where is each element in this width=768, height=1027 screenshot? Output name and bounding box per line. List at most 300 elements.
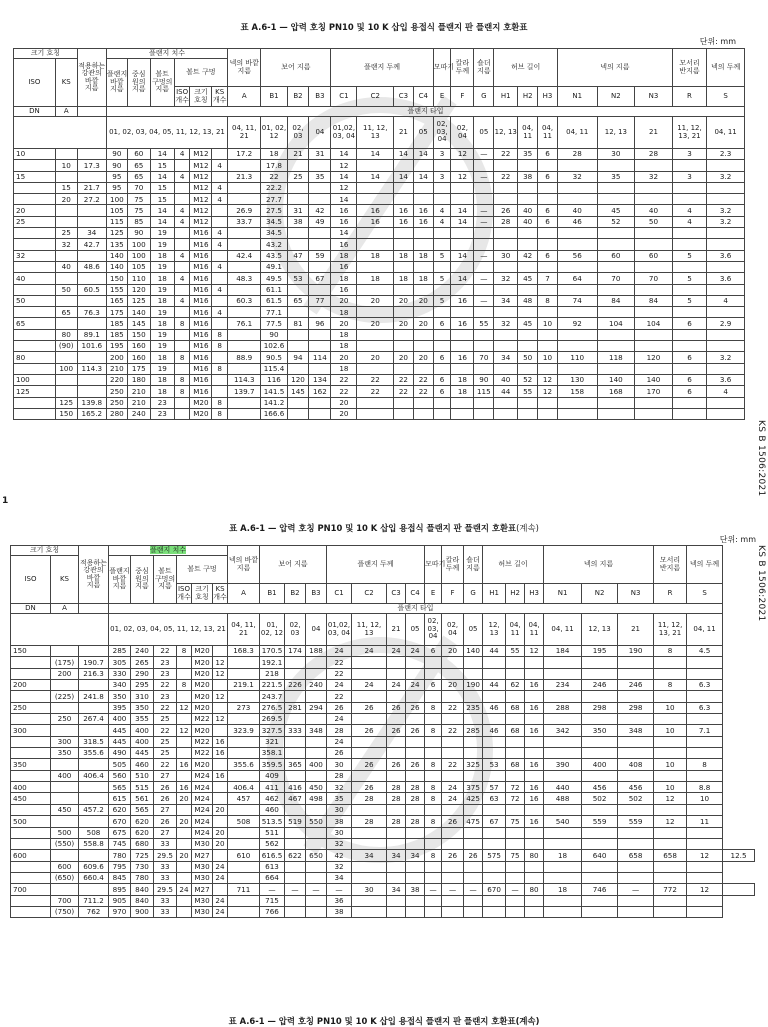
table-cell: 318.5 [79, 736, 109, 747]
table-cell [538, 284, 558, 295]
table-cell [213, 850, 228, 861]
table-cell [228, 284, 261, 295]
table-cell [287, 228, 309, 239]
table-cell [707, 160, 745, 171]
table-cell [357, 261, 394, 272]
table-cell: M16 [190, 386, 212, 397]
table-cell [433, 194, 451, 205]
table-cell: 23 [150, 408, 174, 419]
table-cell [618, 906, 654, 917]
table-cell: 450 [306, 782, 327, 793]
table-cell: 4 [212, 228, 228, 239]
table-cell [394, 261, 414, 272]
table-cell: 445 [109, 736, 131, 747]
table-cell: 6 [425, 680, 442, 691]
table-cell: — [285, 884, 306, 895]
table-cell: 75 [506, 816, 525, 827]
table-cell [538, 239, 558, 250]
table-cell: 456 [582, 782, 618, 793]
table-cell: 75 [506, 850, 525, 861]
table-cell [11, 714, 51, 725]
table-cell: 658 [618, 850, 654, 861]
table-cell [306, 668, 327, 679]
table-cell: 3.6 [707, 273, 745, 284]
table-cell: 4 [672, 205, 706, 216]
table-cell: 22 [331, 374, 357, 385]
table-cell [11, 748, 51, 759]
table-cell: 141.5 [261, 386, 287, 397]
table-cell [635, 363, 673, 374]
table-cell: 5 [672, 273, 706, 284]
type-h2: 04, 11 [506, 614, 525, 646]
table-cell: 23 [150, 397, 174, 408]
table-cell [287, 341, 309, 352]
table-cell: 395 [109, 702, 131, 713]
table-cell: 18 [357, 273, 394, 284]
table-cell [387, 748, 406, 759]
table-cell: 4 [212, 194, 228, 205]
table-cell [525, 872, 544, 883]
header-flange-dims: 플랜지 치수 [109, 546, 228, 556]
table-cell: 26 [327, 748, 352, 759]
table-cell [228, 363, 261, 374]
table-cell: 165 [106, 295, 127, 306]
table-cell: M20 [192, 702, 213, 713]
table-cell [352, 736, 387, 747]
table-row [14, 149, 745, 160]
header-center-circle: 중심 원의 지름 [131, 556, 154, 604]
table-cell [177, 895, 192, 906]
table-cell: 16 [525, 793, 544, 804]
table-cell [506, 668, 525, 679]
table-cell [11, 668, 51, 679]
table-cell [51, 702, 79, 713]
table-cell: 34 [494, 352, 518, 363]
table-cell [309, 228, 331, 239]
table-cell: 40 [518, 216, 538, 227]
table-cell: 12 [538, 386, 558, 397]
table-cell: 18 [394, 250, 414, 261]
table-cell [212, 216, 228, 227]
table-cell: 80 [525, 850, 544, 861]
table-cell: 134 [309, 374, 331, 385]
table-row [14, 374, 745, 385]
table-cell [618, 895, 654, 906]
table-cell: 42 [327, 850, 352, 861]
table-cell [597, 239, 635, 250]
table-cell: 33 [154, 872, 177, 883]
table-cell: — [474, 149, 494, 160]
table-cell: 3 [672, 149, 706, 160]
table-cell: 6 [538, 205, 558, 216]
table-cell: 24 [387, 680, 406, 691]
table-cell: (225) [51, 691, 79, 702]
table-cell: 130 [557, 374, 597, 385]
table-cell: 14 [451, 216, 474, 227]
table-cell: 34 [406, 850, 425, 861]
table-cell [77, 171, 106, 182]
table-cell [228, 307, 261, 318]
table-cell [14, 182, 56, 193]
table-cell [474, 160, 494, 171]
table-cell [177, 838, 192, 849]
table-cell [228, 228, 261, 239]
table-cell [394, 341, 414, 352]
table-cell [11, 804, 51, 815]
table-cell [597, 194, 635, 205]
table-cell [654, 668, 687, 679]
table-cell: 8 [425, 759, 442, 770]
table-cell: 840 [131, 895, 154, 906]
table-cell: 50 [518, 352, 538, 363]
table-cell: — [474, 171, 494, 182]
table-cell [285, 838, 306, 849]
table-cell [406, 770, 425, 781]
table-cell: 4 [174, 273, 190, 284]
table-cell [14, 307, 56, 318]
table-cell: — [425, 884, 442, 895]
table-row [14, 352, 745, 363]
table-cell: (750) [51, 906, 79, 917]
table-cell [228, 194, 261, 205]
table-cell [51, 725, 79, 736]
table-cell [287, 408, 309, 419]
table-cell: 10 [654, 759, 687, 770]
type-b3: 04 [306, 614, 327, 646]
table-cell: M12 [190, 205, 212, 216]
table-cell [518, 329, 538, 340]
table-cell: 170 [635, 386, 673, 397]
table-cell [79, 850, 109, 861]
table-cell: 8 [212, 397, 228, 408]
table-cell: 310 [131, 691, 154, 702]
table-cell [474, 341, 494, 352]
table-cell: 44 [483, 646, 506, 657]
table-cell: M24 [192, 827, 213, 838]
table-cell [352, 691, 387, 702]
table-cell [11, 827, 51, 838]
table-cell: 565 [109, 782, 131, 793]
table-cell [228, 861, 260, 872]
table-cell: 4 [212, 261, 228, 272]
table-cell: 150 [106, 273, 127, 284]
table-cell [51, 884, 79, 895]
table-cell: M12 [190, 149, 212, 160]
table-cell: 145 [127, 318, 150, 329]
type-n2: 12, 13 [597, 117, 635, 149]
table-cell: 6.3 [687, 702, 723, 713]
table-cell [212, 318, 228, 329]
table-row [14, 318, 745, 329]
table-cell [212, 374, 228, 385]
table-cell: 24 [406, 680, 425, 691]
table-cell: 26 [406, 725, 425, 736]
table-cell: 24 [352, 646, 387, 657]
header-corner-r: 모서리 반지름 [654, 546, 687, 584]
table-cell: 246 [618, 680, 654, 691]
table-cell: M30 [192, 838, 213, 849]
table-cell: 53 [483, 759, 506, 770]
table-cell [413, 160, 433, 171]
table-cell [672, 160, 706, 171]
table-cell [11, 895, 51, 906]
table-cell: 358.1 [260, 748, 285, 759]
table-cell: 32 [635, 171, 673, 182]
table-cell: 4 [212, 160, 228, 171]
table-cell [494, 228, 518, 239]
table-cell: M27 [192, 850, 213, 861]
header-n2: N2 [597, 87, 635, 107]
table-cell: 16 [525, 702, 544, 713]
table-cell [525, 657, 544, 668]
type-b1: 01, 02, 12 [261, 117, 287, 149]
table-cell: 3.2 [707, 352, 745, 363]
table-cell [483, 770, 506, 781]
table-cell: 333 [285, 725, 306, 736]
type-c1: 01,02, 03, 04 [331, 117, 357, 149]
table-cell [544, 668, 582, 679]
table-cell [14, 284, 56, 295]
table-cell [672, 408, 706, 419]
table-cell [654, 861, 687, 872]
table-cell: 6 [672, 352, 706, 363]
table-cell [544, 895, 582, 906]
table-cell [518, 160, 538, 171]
table-cell [306, 748, 327, 759]
table-cell: 21 [287, 149, 309, 160]
table-cell: 55 [474, 318, 494, 329]
table-cell [79, 759, 109, 770]
table-cell: 8 [425, 702, 442, 713]
table-cell: 165.2 [77, 408, 106, 419]
table-cell: 26 [494, 205, 518, 216]
table-cell [228, 691, 260, 702]
table-cell: 288 [544, 702, 582, 713]
type-c1: 01,02, 03, 04 [327, 614, 352, 646]
table-cell [387, 691, 406, 702]
table-cell [228, 827, 260, 838]
table-cell [506, 714, 525, 725]
table-row [14, 250, 745, 261]
table-cell [213, 816, 228, 827]
table-cell: 120 [287, 374, 309, 385]
table-cell: 55 [506, 646, 525, 657]
table-cell: 6 [433, 318, 451, 329]
table-cell [174, 261, 190, 272]
table-cell [174, 363, 190, 374]
table-cell: 22 [154, 680, 177, 691]
table-cell: 510 [131, 770, 154, 781]
table-cell [228, 160, 261, 171]
table-cell [11, 861, 51, 872]
table-cell: 34 [387, 884, 406, 895]
table-cell: 24 [327, 646, 352, 657]
header-c2: C2 [357, 87, 394, 107]
table-cell [544, 714, 582, 725]
table-cell: 16 [213, 770, 228, 781]
table-cell: 20 [331, 318, 357, 329]
table-cell: 48.6 [77, 261, 106, 272]
table-cell [55, 374, 77, 385]
table-cell: 192.1 [260, 657, 285, 668]
table-row [11, 895, 755, 906]
table-cell: 116 [261, 374, 287, 385]
header-bore: 보어 지름 [261, 49, 331, 87]
table-cell: 250 [51, 714, 79, 725]
side-code: KS B 1506:2021 [756, 545, 766, 622]
table-cell [433, 228, 451, 239]
table-cell [451, 182, 474, 193]
header-corner-r: 모서리 반지름 [672, 49, 706, 87]
table-cell [387, 895, 406, 906]
table-cell [525, 770, 544, 781]
table-cell: 100 [127, 239, 150, 250]
table-cell: 28 [494, 216, 518, 227]
table-cell [618, 872, 654, 883]
table-cell [618, 861, 654, 872]
table-cell: 8 [212, 363, 228, 374]
table-cell: 4 [212, 307, 228, 318]
table-cell [525, 714, 544, 725]
table-cell: 600 [51, 861, 79, 872]
table-cell [79, 884, 109, 895]
table-cell: 280 [106, 408, 127, 419]
table-cell: 27.5 [261, 205, 287, 216]
table-cell [506, 827, 525, 838]
table-cell: 61.1 [261, 284, 287, 295]
table-cell: 12 [525, 646, 544, 657]
table-cell [433, 329, 451, 340]
table-cell: — [474, 216, 494, 227]
table-cell [618, 668, 654, 679]
table-cell [11, 736, 51, 747]
table-cell [387, 861, 406, 872]
table-cell [228, 668, 260, 679]
table-cell [442, 861, 464, 872]
table-cell: 8 [212, 341, 228, 352]
table-cell: 43.5 [261, 250, 287, 261]
table-cell: 19 [150, 307, 174, 318]
table-cell [55, 386, 77, 397]
table-cell [14, 397, 56, 408]
table-cell: 20 [213, 804, 228, 815]
table-cell: 26 [406, 759, 425, 770]
table-cell [707, 341, 745, 352]
table-cell: 12 [654, 793, 687, 804]
table-cell [464, 770, 483, 781]
table-cell: 26 [352, 702, 387, 713]
table-cell [55, 318, 77, 329]
table-cell: 42.4 [228, 250, 261, 261]
table-cell: 8 [212, 329, 228, 340]
table-cell: 325 [464, 759, 483, 770]
table-cell [483, 657, 506, 668]
table-cell: M20 [190, 408, 212, 419]
table-cell: 240 [306, 680, 327, 691]
table-cell [357, 363, 394, 374]
table-cell [394, 307, 414, 318]
table-cell: 32 [494, 318, 518, 329]
table-cell: 2.9 [707, 318, 745, 329]
table-cell: 285 [109, 646, 131, 657]
table-cell [309, 284, 331, 295]
table-cell [228, 748, 260, 759]
table-cell: 460 [131, 759, 154, 770]
table-cell [707, 194, 745, 205]
table-cell: 40 [635, 205, 673, 216]
table-cell [309, 363, 331, 374]
table-cell [406, 657, 425, 668]
table-cell [707, 397, 745, 408]
table-cell: 162 [309, 386, 331, 397]
table-cell: 65 [127, 171, 150, 182]
table-cell [483, 827, 506, 838]
table-cell: 243.7 [260, 691, 285, 702]
table-cell: 166.6 [261, 408, 287, 419]
table-cell [544, 872, 582, 883]
table-cell: 104 [597, 318, 635, 329]
header-shoulder: 숄더 지름 [474, 49, 494, 87]
table-cell [77, 273, 106, 284]
header-c4: C4 [406, 584, 425, 604]
table-cell: 21.3 [228, 171, 261, 182]
table-cell: 16 [451, 295, 474, 306]
table-cell [177, 714, 192, 725]
table-cell [464, 691, 483, 702]
table-cell [707, 182, 745, 193]
table-cell [687, 714, 723, 725]
table-cell [464, 861, 483, 872]
table-cell: M22 [192, 736, 213, 747]
table-cell [635, 408, 673, 419]
table-cell: 110 [557, 352, 597, 363]
table-cell: 65 [287, 295, 309, 306]
table-cell: 16 [331, 205, 357, 216]
table-cell [213, 702, 228, 713]
table-cell: 323.9 [228, 725, 260, 736]
table-cell [51, 680, 79, 691]
table-cell [425, 827, 442, 838]
table-cell [464, 872, 483, 883]
table-cell [544, 838, 582, 849]
header-ks: KS [55, 59, 77, 107]
table-cell [506, 657, 525, 668]
table-cell [464, 714, 483, 725]
table-cell: 10 [654, 725, 687, 736]
table-cell: 18 [357, 250, 394, 261]
header-chamfer: 모따기 [425, 546, 442, 584]
table-cell [387, 838, 406, 849]
table-cell [654, 748, 687, 759]
table-cell [11, 872, 51, 883]
table-cell: 34 [387, 850, 406, 861]
table-cell [597, 408, 635, 419]
table-cell: 221.5 [260, 680, 285, 691]
table-cell: M20 [192, 657, 213, 668]
table-cell: 49.5 [261, 273, 287, 284]
table-cell [79, 646, 109, 657]
table-cell: 46 [483, 702, 506, 713]
table-cell: 216.3 [79, 668, 109, 679]
table-cell [177, 872, 192, 883]
table-cell [557, 329, 597, 340]
table-cell: 50 [635, 216, 673, 227]
table-cell: 6 [672, 386, 706, 397]
table-cell [597, 160, 635, 171]
table-cell: 22.2 [261, 182, 287, 193]
table-cell: 19 [150, 284, 174, 295]
table-cell [177, 906, 192, 917]
